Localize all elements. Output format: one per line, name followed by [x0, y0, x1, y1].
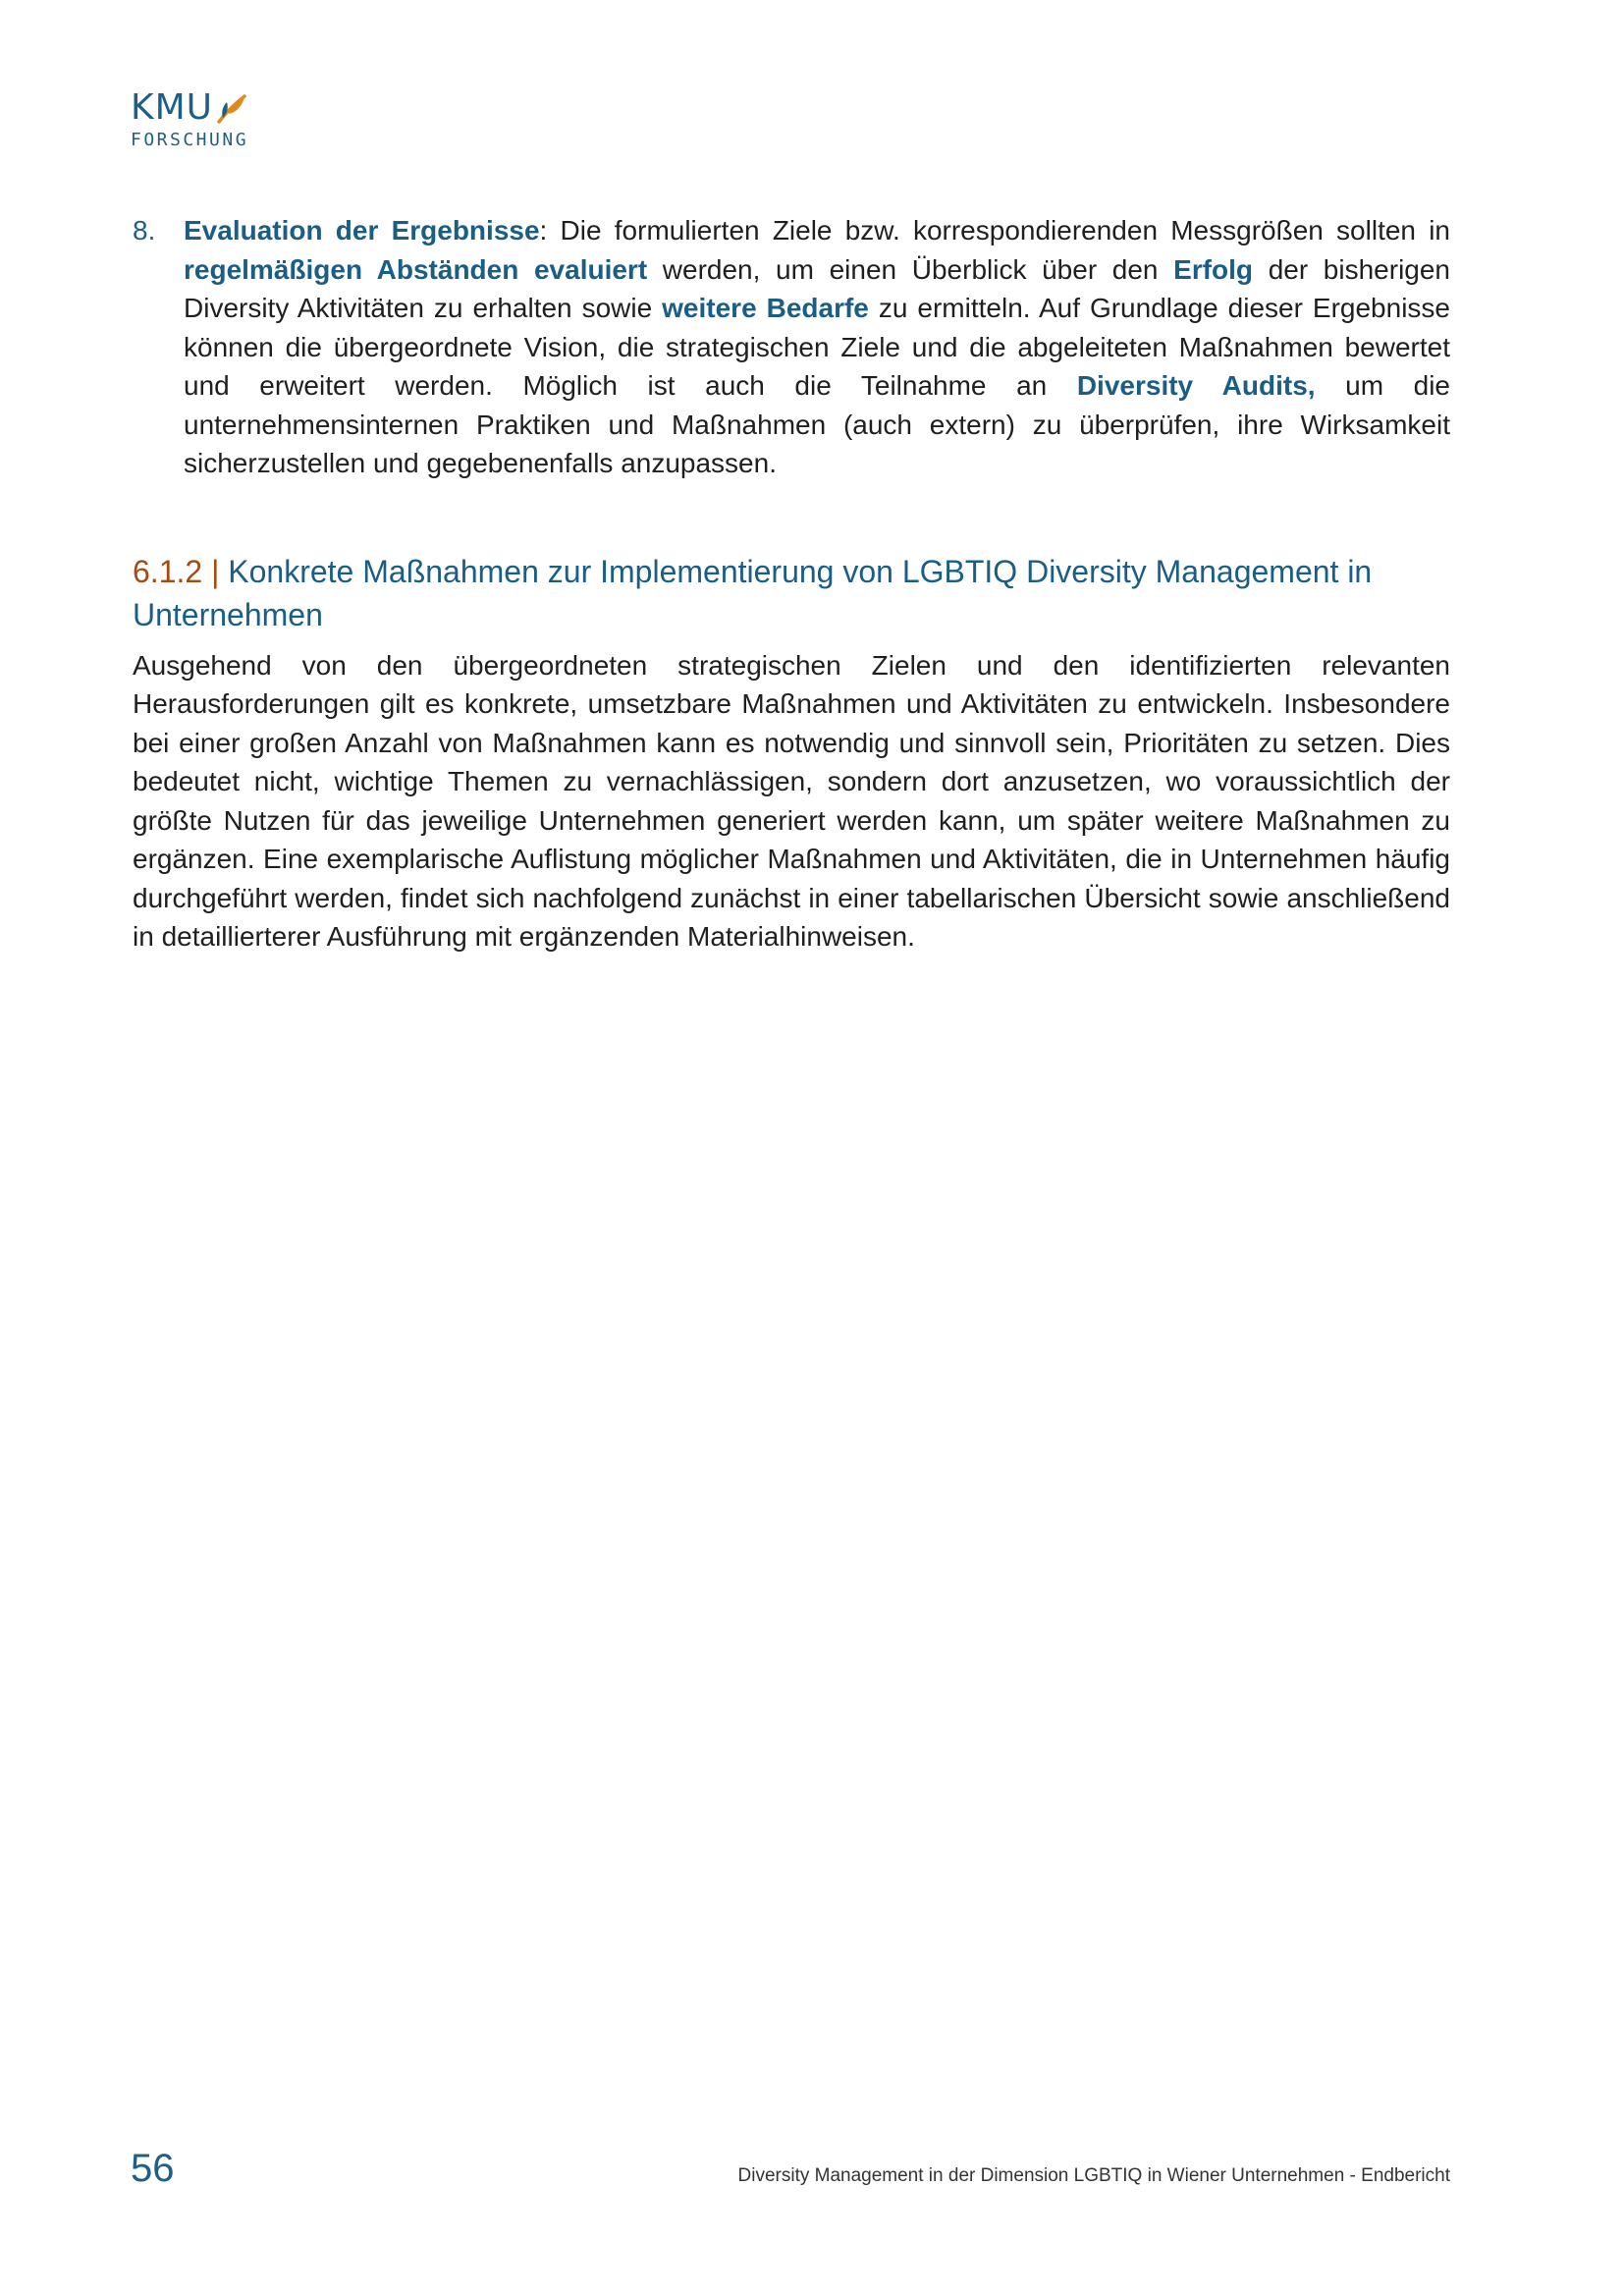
- section-title: Konkrete Maßnahmen zur Implementierung von LGBTIQ Diversity Management in Unternehmen: [133, 553, 1373, 632]
- section-number: 6.1.2: [133, 553, 203, 589]
- leaf-icon: [215, 92, 248, 124]
- bold-term: weitere Bedarfe: [662, 293, 869, 323]
- body-paragraph: Ausgehend von den übergeordneten strategischen Zielen und den identifizierten relevanten Herausforderungen gilt es konkrete, umsetzbare Maßnahmen und Aktivitäten zu entwickeln. Insbesondere bei einer großen Anzahl von Maßnahmen kann es notwendig und sinnvoll sein, Prioritäten zu setzen. Dies bedeutet nicht, wichtige Themen zu vernachlässigen, sondern dort anzusetzen, wo voraussichtlich der größte Nutzen für das jeweilige Unternehmen generiert werden kann, um später weitere Maßnahmen zu ergänzen. Eine exemplarische Auflistung möglicher Maßnahmen und Aktivitäten, die in Unternehmen häufig durchgeführt werden, findet sich nachfolgend zunächst in einer tabellarischen Übersicht sowie anschließend in detaillierterer Ausführung mit ergänzenden Materialhinweisen.: [133, 649, 1450, 952]
- bold-term: Evaluation der Ergebnisse: [184, 215, 540, 246]
- text-segment: werden, um einen Überblick über den: [647, 253, 1174, 285]
- bold-term: Erfolg: [1173, 253, 1254, 285]
- text-segment: : Die formulierten Ziele bzw. korrespondierenden Messgrößen sollten in: [539, 215, 1451, 246]
- logo-kmu-text: KMU: [131, 87, 214, 128]
- list-item-evaluation: [133, 211, 1450, 483]
- page-content: [133, 211, 1450, 957]
- page-number: 56: [131, 2147, 175, 2190]
- list-item-number: 8.: [133, 215, 156, 246]
- bold-term: Diversity Audits,: [1076, 370, 1316, 401]
- text-segment: um die unternehmensinternen Praktiken und Maßnahmen (auch extern) zu überprüfen, ihre Wirksamkeit sicherzustellen und gegebenenfalls anzupassen.: [184, 370, 1450, 478]
- logo-forschung-text: FORSCHUNG: [131, 130, 249, 150]
- text-segment: zu ermitteln. Auf Grundlage dieser Ergebnisse können die übergeordnete Vision, die strategischen Ziele und die abgeleiteten Maßnahmen bewertet und erweitert werden. Möglich ist auch die Teilnahme an: [184, 293, 1450, 401]
- list-item-text: [184, 215, 1450, 478]
- footer-title: Diversity Management in der Dimension LGBTIQ in Wiener Unternehmen - Endbericht: [737, 2165, 1450, 2186]
- section-separator: |: [211, 553, 220, 589]
- section-heading: [133, 550, 1450, 636]
- text-segment: der bisherigen Diversity Aktivitäten zu erhalten sowie: [184, 253, 1451, 323]
- bold-term: regelmäßigen Abständen evaluiert: [184, 253, 648, 285]
- kmu-forschung-logo: [131, 87, 268, 159]
